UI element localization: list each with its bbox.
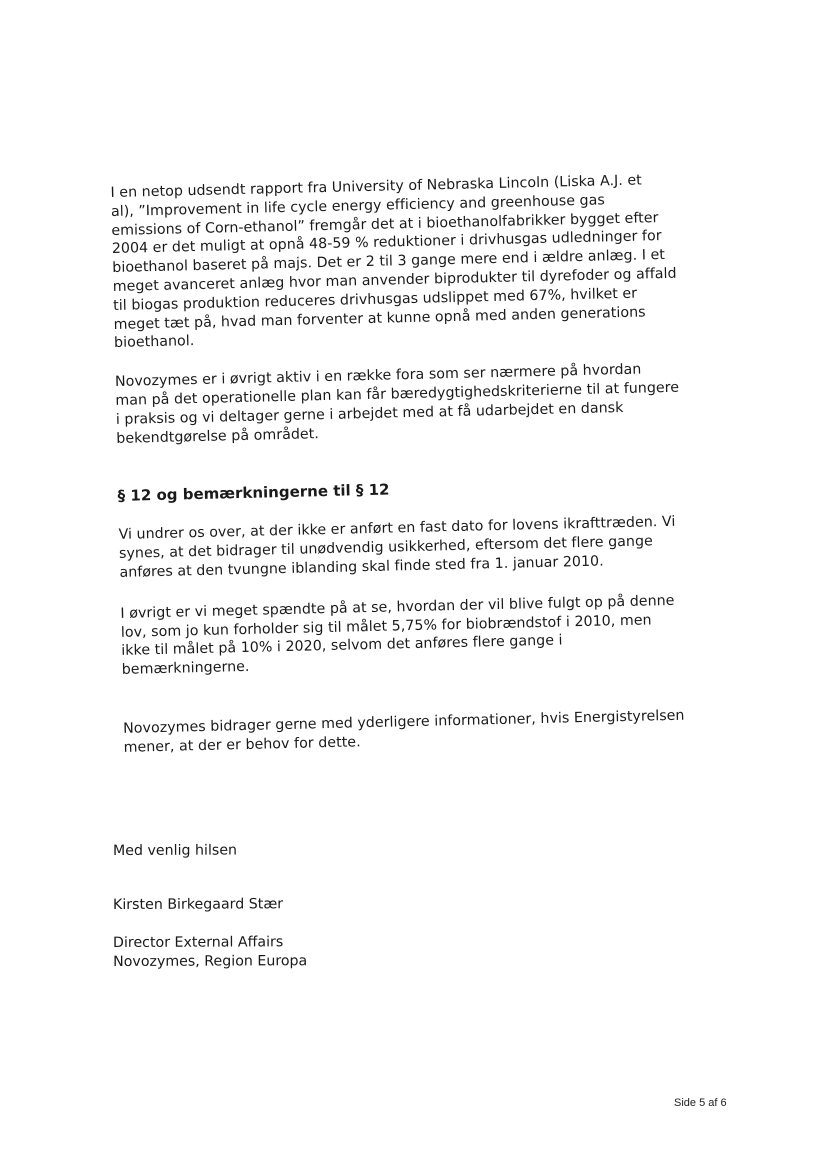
paragraph-novozymes-fora: Novozymes er i øvrigt aktiv i en række fora som ser nærmere på hvordan man på det operationelle plan kan får bæredygtighedskriterierne til at fungere i praksis og vi deltager gerne i arbejdet med at få udarbejdet en dansk bekendtgørelse på området.	[114, 361, 680, 447]
paragraph-report-findings: I en netop udsendt rapport fra University of Nebraska Lincoln (Liska A.J. et al), ”Improvement in life cycle energy efficiency and greenhouse gas emissions of Corn-ethanol” fremgår det at i bioethanolfabrikker bygget efter 2004 er det muligt at opnå 48-59 % reduktioner i drivhusgas udledninger for bioethanol baseret på majs. Det er 2 til 3 gange mere end i ældre anlæg. I et meget avanceret anlæg hvor man anvender biprodukter til dyrefoder og affald til biogas produktion reduceres drivhusgas udslippet med 67%, hvilket er meget tæt på, hvad man forventer at kunne opnå med anden generations bioethanol.	[110, 172, 677, 352]
section-heading: § 12 og bemærkningerne til § 12	[117, 480, 390, 506]
paragraph-offer-info: Novozymes bidrager gerne med yderligere informationer, hvis Energistyrelsen mener, at der er behov for dette.	[122, 707, 685, 756]
signatory-title: Director External Affairs Novozymes, Region Europa	[113, 934, 308, 970]
page-number: Side 5 af 6	[674, 1097, 727, 1109]
letter-body	[110, 155, 744, 757]
signatory-name: Kirsten Birkegaard Stær	[113, 896, 284, 913]
paragraph-targets: I øvrigt er vi meget spændte på at se, hvordan der vil blive fulgt op på denne lov, som jo kun forholder sig til målet 5,75% for biobrændstof i 2010, men ikke til målet på 10% i 2020, selvom det anføres flere gange i bemærkningerne.	[120, 592, 675, 678]
paragraph-effective-date: Vi undrer os over, at der ikke er anført en fast dato for lovens ikrafttræden. Vi synes, at det bidrager til unødvendig usikkerhed, eftersom det flere gange anføres at den tvungne iblanding skal finde sted fra 1. januar 2010.	[118, 514, 676, 581]
closing-greeting: Med venlig hilsen	[113, 842, 238, 859]
